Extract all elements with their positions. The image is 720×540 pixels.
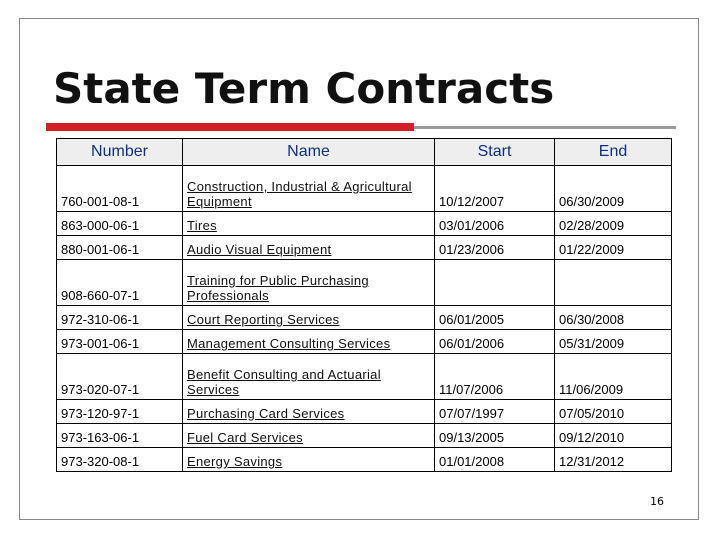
contract-end: 06/30/2009 (555, 166, 672, 212)
contract-name-link[interactable] (183, 424, 435, 448)
contract-name[interactable]: Construction, Industrial & Agricultural Equipment (187, 179, 412, 209)
contract-start: 03/01/2006 (435, 212, 555, 236)
contract-name-link[interactable] (183, 448, 435, 472)
table-row (57, 166, 672, 212)
contract-name[interactable]: Fuel Card Services (187, 430, 303, 445)
contract-start: 01/01/2008 (435, 448, 555, 472)
contract-name-link[interactable] (183, 236, 435, 260)
contract-end: 06/30/2008 (555, 306, 672, 330)
contract-start: 06/01/2006 (435, 330, 555, 354)
contract-name[interactable]: Tires (187, 218, 217, 233)
contract-name-link[interactable] (183, 330, 435, 354)
contract-name-link[interactable] (183, 354, 435, 400)
contract-name[interactable]: Benefit Consulting and Actuarial Services (187, 367, 381, 397)
header-name: Name (183, 139, 435, 166)
table-row (57, 212, 672, 236)
table-row (57, 306, 672, 330)
contract-start: 11/07/2006 (435, 354, 555, 400)
contract-name-link[interactable] (183, 306, 435, 330)
header-end: End (555, 139, 672, 166)
contract-name[interactable]: Purchasing Card Services (187, 406, 345, 421)
contract-number: 973-163-06-1 (57, 424, 183, 448)
contract-number: 863-000-06-1 (57, 212, 183, 236)
header-start: Start (435, 139, 555, 166)
contract-number: 973-320-08-1 (57, 448, 183, 472)
contract-name[interactable]: Audio Visual Equipment (187, 242, 332, 257)
contracts-table (56, 138, 672, 472)
page-number: 16 (650, 495, 664, 508)
contract-number: 760-001-08-1 (57, 166, 183, 212)
contract-end: 05/31/2009 (555, 330, 672, 354)
table-row (57, 448, 672, 472)
contract-number: 973-120-97-1 (57, 400, 183, 424)
contract-end: 09/12/2010 (555, 424, 672, 448)
contract-name-link[interactable] (183, 400, 435, 424)
title-underline-rule (414, 126, 676, 129)
contract-number: 973-001-06-1 (57, 330, 183, 354)
contract-name[interactable]: Training for Public Purchasing Professionals (187, 273, 369, 303)
contract-name[interactable]: Management Consulting Services (187, 336, 391, 351)
contract-start: 10/12/2007 (435, 166, 555, 212)
table-row (57, 236, 672, 260)
header-number: Number (57, 139, 183, 166)
contract-start: 09/13/2005 (435, 424, 555, 448)
contract-end (555, 260, 672, 306)
contract-number: 973-020-07-1 (57, 354, 183, 400)
title-underline-accent (46, 123, 414, 131)
contract-name[interactable]: Court Reporting Services (187, 312, 340, 327)
contract-end: 01/22/2009 (555, 236, 672, 260)
table-row (57, 424, 672, 448)
contract-start: 07/07/1997 (435, 400, 555, 424)
table-row (57, 260, 672, 306)
contract-end: 11/06/2009 (555, 354, 672, 400)
table-header-row (57, 139, 672, 166)
contract-name-link[interactable] (183, 166, 435, 212)
contract-name[interactable]: Energy Savings (187, 454, 283, 469)
contract-number: 972-310-06-1 (57, 306, 183, 330)
contract-name-link[interactable] (183, 260, 435, 306)
contract-start: 01/23/2006 (435, 236, 555, 260)
contract-end: 12/31/2012 (555, 448, 672, 472)
contract-number: 880-001-06-1 (57, 236, 183, 260)
page-title: State Term Contracts (53, 64, 555, 113)
contract-end: 07/05/2010 (555, 400, 672, 424)
contract-start: 06/01/2005 (435, 306, 555, 330)
table-row (57, 400, 672, 424)
contract-end: 02/28/2009 (555, 212, 672, 236)
contract-name-link[interactable] (183, 212, 435, 236)
contract-start (435, 260, 555, 306)
contract-number: 908-660-07-1 (57, 260, 183, 306)
table-row (57, 354, 672, 400)
table-row (57, 330, 672, 354)
